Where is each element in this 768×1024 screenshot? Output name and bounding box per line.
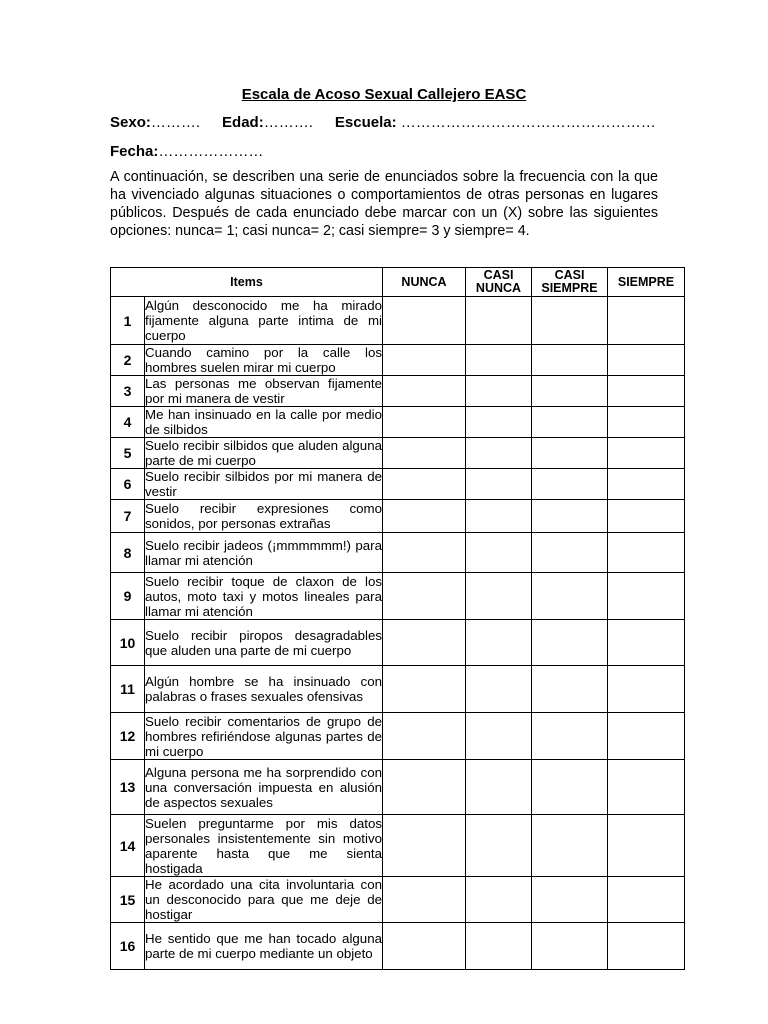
item-statement: Suelo recibir toque de claxon de los autos, moto taxi y motos lineales para llamar mi atención <box>145 573 382 619</box>
table-row <box>111 815 685 877</box>
item-number: 6 <box>111 469 145 500</box>
item-statement: Me han insinuado en la calle por medio de silbidos <box>145 407 382 437</box>
item-number: 3 <box>111 376 145 407</box>
answer-cell-casi-nunca[interactable] <box>466 666 532 713</box>
answer-cell-casi-siempre[interactable] <box>532 760 608 815</box>
item-number: 13 <box>111 760 145 815</box>
answer-cell-siempre[interactable] <box>608 666 685 713</box>
header-casi-siempre: CASI SIEMPRE <box>532 268 608 297</box>
item-statement: Suelo recibir comentarios de grupo de hombres refiriéndose algunas partes de mi cuerpo <box>145 713 382 759</box>
answer-cell-casi-siempre[interactable] <box>532 620 608 666</box>
answer-cell-casi-siempre[interactable] <box>532 376 608 407</box>
document-title: Escala de Acoso Sexual Callejero EASC <box>241 86 527 103</box>
item-statement: He sentido que me han tocado alguna parte de mi cuerpo mediante un objeto <box>145 923 383 970</box>
answer-cell-siempre[interactable] <box>608 923 685 970</box>
answer-cell-casi-nunca[interactable] <box>466 760 532 815</box>
item-statement: Algún desconocido me ha mirado fijamente alguna parte intima de mi cuerpo <box>145 298 382 343</box>
answer-cell-siempre[interactable] <box>608 500 685 533</box>
answer-cell-nunca[interactable] <box>383 666 466 713</box>
table-body <box>111 297 685 970</box>
table-header-row <box>111 268 685 297</box>
table-row <box>111 297 685 345</box>
item-number: 4 <box>111 407 145 438</box>
answer-cell-nunca[interactable] <box>383 713 466 760</box>
answer-cell-casi-nunca[interactable] <box>466 469 532 500</box>
item-statement: Suelo recibir jadeos (¡mmmmmm!) para llamar mi atención <box>145 533 383 573</box>
respondent-fields <box>110 114 656 160</box>
answer-cell-siempre[interactable] <box>608 713 685 760</box>
table-row <box>111 666 685 713</box>
item-statement: Las personas me observan fijamente por mi manera de vestir <box>145 376 382 406</box>
answer-cell-nunca[interactable] <box>383 407 466 438</box>
answer-cell-nunca[interactable] <box>383 760 466 815</box>
item-number: 14 <box>111 815 145 877</box>
item-statement: He acordado una cita involuntaria con un desconocido para que me deje de hostigar <box>145 877 382 922</box>
item-number: 7 <box>111 500 145 533</box>
answer-cell-siempre[interactable] <box>608 438 685 469</box>
answer-cell-casi-nunca[interactable] <box>466 877 532 923</box>
item-number: 12 <box>111 713 145 760</box>
header-siempre: SIEMPRE <box>608 268 685 297</box>
answer-cell-nunca[interactable] <box>383 297 466 345</box>
table-row <box>111 407 685 438</box>
item-statement: Cuando camino por la calle los hombres suelen mirar mi cuerpo <box>145 345 382 375</box>
answer-cell-casi-nunca[interactable] <box>466 438 532 469</box>
answer-cell-casi-nunca[interactable] <box>466 345 532 376</box>
answer-cell-nunca[interactable] <box>383 573 466 620</box>
answer-cell-casi-siempre[interactable] <box>532 500 608 533</box>
answer-cell-nunca[interactable] <box>383 438 466 469</box>
answer-cell-casi-siempre[interactable] <box>532 297 608 345</box>
answer-cell-nunca[interactable] <box>383 620 466 666</box>
sexo-blank: ………. <box>150 114 201 131</box>
escuela-blank: …………………………………………… <box>396 114 656 131</box>
answer-cell-casi-nunca[interactable] <box>466 815 532 877</box>
answer-cell-casi-siempre[interactable] <box>532 407 608 438</box>
item-number: 2 <box>111 345 145 376</box>
answer-cell-nunca[interactable] <box>383 376 466 407</box>
answer-cell-casi-siempre[interactable] <box>532 533 608 573</box>
answer-cell-casi-siempre[interactable] <box>532 345 608 376</box>
table-row <box>111 620 685 666</box>
item-statement: Algún hombre se ha insinuado con palabras o frases sexuales ofensivas <box>145 666 383 713</box>
answer-cell-casi-siempre[interactable] <box>532 877 608 923</box>
answer-cell-nunca[interactable] <box>383 877 466 923</box>
answer-cell-nunca[interactable] <box>383 815 466 877</box>
header-items: Items <box>111 268 383 297</box>
sexo-label: Sexo: <box>110 114 151 131</box>
answer-cell-nunca[interactable] <box>383 345 466 376</box>
table-row <box>111 500 685 533</box>
table-row <box>111 760 685 815</box>
answer-cell-casi-nunca[interactable] <box>466 500 532 533</box>
harassment-scale-table <box>110 267 685 970</box>
answer-cell-nunca[interactable] <box>383 533 466 573</box>
edad-label: Edad: <box>222 114 264 131</box>
answer-cell-casi-nunca[interactable] <box>466 376 532 407</box>
answer-cell-casi-siempre[interactable] <box>532 713 608 760</box>
table-row <box>111 923 685 970</box>
answer-cell-siempre[interactable] <box>608 573 685 620</box>
answer-cell-siempre[interactable] <box>608 620 685 666</box>
answer-cell-casi-nunca[interactable] <box>466 533 532 573</box>
answer-cell-siempre[interactable] <box>608 376 685 407</box>
answer-cell-siempre[interactable] <box>608 407 685 438</box>
table-row <box>111 438 685 469</box>
answer-cell-casi-nunca[interactable] <box>466 620 532 666</box>
answer-cell-nunca[interactable] <box>383 500 466 533</box>
answer-cell-casi-siempre[interactable] <box>532 923 608 970</box>
answer-cell-siempre[interactable] <box>608 815 685 877</box>
table-row <box>111 573 685 620</box>
sexo-field[interactable] <box>110 114 200 131</box>
answer-cell-nunca[interactable] <box>383 923 466 970</box>
answer-cell-casi-nunca[interactable] <box>466 573 532 620</box>
escuela-field[interactable] <box>335 114 656 131</box>
answer-cell-casi-siempre[interactable] <box>532 438 608 469</box>
item-number: 16 <box>111 923 145 970</box>
instructions-paragraph: A continuación, se describen una serie de enunciados sobre la frecuencia con la que ha vivenciado algunas situaciones o comportamientos de otras personas en lugares públicos. Después de cada enunciado debe marcar con un (X) sobre las siguientes opciones: nunca= 1; casi nunca= 2; casi siempre= 3 y siempre= 4. <box>110 169 658 239</box>
answer-cell-casi-nunca[interactable] <box>466 407 532 438</box>
answer-cell-siempre[interactable] <box>608 297 685 345</box>
answer-cell-casi-nunca[interactable] <box>466 923 532 970</box>
item-statement: Suelen preguntarme por mis datos personales insistentemente sin motivo aparente hasta que me sienta hostigada <box>145 815 382 876</box>
table-row <box>111 345 685 376</box>
edad-field[interactable] <box>222 114 313 131</box>
item-number: 15 <box>111 877 145 923</box>
answer-cell-casi-siempre[interactable] <box>532 815 608 877</box>
answer-cell-casi-siempre[interactable] <box>532 573 608 620</box>
table-row <box>111 877 685 923</box>
answer-cell-siempre[interactable] <box>608 533 685 573</box>
answer-cell-siempre[interactable] <box>608 877 685 923</box>
header-casi-nunca: CASI NUNCA <box>466 268 532 297</box>
fecha-field[interactable] <box>110 143 263 160</box>
fecha-label: Fecha: <box>110 143 159 160</box>
item-statement: Suelo recibir piropos desagradables que aluden una parte de mi cuerpo <box>145 620 383 666</box>
answer-cell-casi-siempre[interactable] <box>532 666 608 713</box>
fecha-blank: ………………… <box>158 143 264 160</box>
item-statement: Alguna persona me ha sorprendido con una conversación impuesta en alusión de aspectos sexuales <box>145 760 383 815</box>
answer-cell-casi-siempre[interactable] <box>532 469 608 500</box>
item-number: 1 <box>111 297 145 345</box>
item-statement: Suelo recibir silbidos que aluden alguna parte de mi cuerpo <box>145 438 382 468</box>
answer-cell-casi-nunca[interactable] <box>466 713 532 760</box>
item-number: 11 <box>111 666 145 713</box>
table-row <box>111 469 685 500</box>
item-number: 9 <box>111 573 145 620</box>
answer-cell-casi-nunca[interactable] <box>466 297 532 345</box>
answer-cell-nunca[interactable] <box>383 469 466 500</box>
answer-cell-siempre[interactable] <box>608 345 685 376</box>
item-statement: Suelo recibir expresiones como sonidos, por personas extrañas <box>145 501 382 531</box>
table-row <box>111 533 685 573</box>
header-nunca: NUNCA <box>383 268 466 297</box>
answer-cell-siempre[interactable] <box>608 469 685 500</box>
table-row <box>111 713 685 760</box>
escuela-label: Escuela: <box>334 114 397 131</box>
edad-blank: ………. <box>263 114 313 131</box>
table-row <box>111 376 685 407</box>
item-statement: Suelo recibir silbidos por mi manera de vestir <box>145 469 382 499</box>
item-number: 5 <box>111 438 145 469</box>
item-number: 10 <box>111 620 145 666</box>
answer-cell-siempre[interactable] <box>608 760 685 815</box>
item-number: 8 <box>111 533 145 573</box>
